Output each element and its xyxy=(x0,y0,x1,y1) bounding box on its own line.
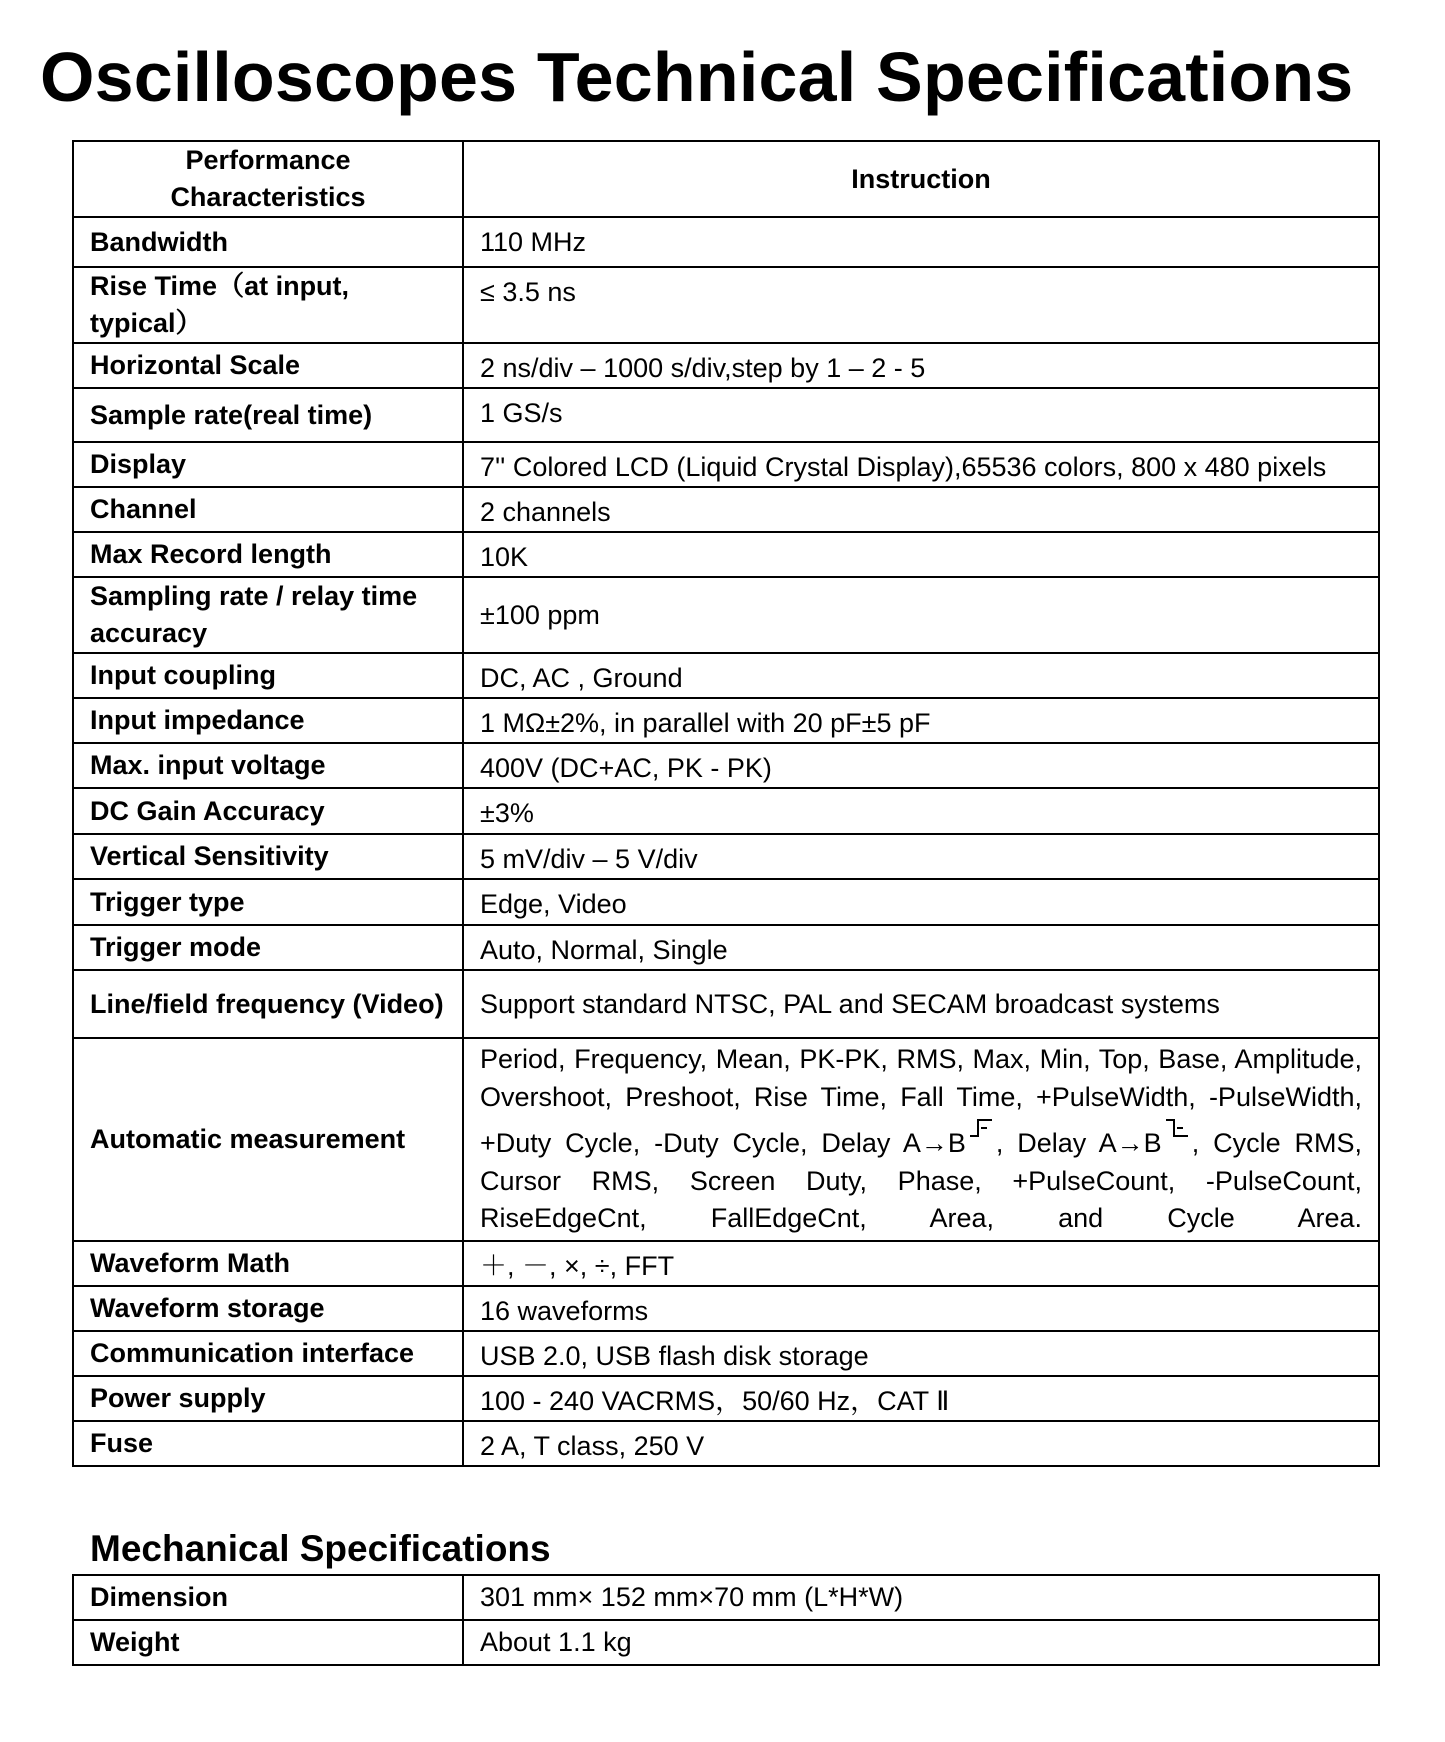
spec-value: 110 MHz xyxy=(463,217,1379,267)
spec-value: 2 ns/div – 1000 s/div,step by 1 – 2 - 5 xyxy=(463,343,1379,388)
spec-value: Support standard NTSC, PAL and SECAM broadcast systems xyxy=(463,970,1379,1038)
table-header-row xyxy=(73,141,1379,217)
spec-value-text: , Cycle RMS, Cursor RMS, Screen Duty, Phase, +PulseCount, -PulseCount, RiseEdgeCnt, FallEdgeCnt, Area, and Cycle Area. xyxy=(480,1128,1362,1233)
table-row xyxy=(73,532,1379,577)
table-row xyxy=(73,388,1379,442)
spec-label: Bandwidth xyxy=(73,217,463,267)
spec-value: 10K xyxy=(463,532,1379,577)
spec-label: Waveform Math xyxy=(73,1241,463,1286)
spec-value: ±100 ppm xyxy=(463,577,1379,653)
table-row xyxy=(73,1331,1379,1376)
spec-value: 2 A, T class, 250 V xyxy=(463,1421,1379,1466)
table-row xyxy=(73,343,1379,388)
spec-value: 7'' Colored LCD (Liquid Crystal Display),65536 colors, 800 x 480 pixels xyxy=(463,442,1379,487)
table-row xyxy=(73,1286,1379,1331)
spec-value: 2 channels xyxy=(463,487,1379,532)
table-row xyxy=(73,267,1379,343)
table-row xyxy=(73,1038,1379,1241)
table-row xyxy=(73,788,1379,834)
spec-value: ±3% xyxy=(463,788,1379,834)
spec-label: Sample rate(real time) xyxy=(73,388,463,442)
table-row xyxy=(73,834,1379,879)
rising-edge-icon xyxy=(968,1116,994,1147)
spec-value-text: , Delay A→B xyxy=(995,1128,1162,1158)
table-row xyxy=(73,1575,1379,1620)
mechanical-table xyxy=(72,1574,1380,1666)
spec-value xyxy=(463,1038,1379,1241)
spec-value: USB 2.0, USB flash disk storage xyxy=(463,1331,1379,1376)
spec-label: Input impedance xyxy=(73,698,463,743)
spec-value: 5 mV/div – 5 V/div xyxy=(463,834,1379,879)
spec-label: Channel xyxy=(73,487,463,532)
spec-label: Display xyxy=(73,442,463,487)
spec-value: DC, AC , Ground xyxy=(463,653,1379,698)
spec-label: Horizontal Scale xyxy=(73,343,463,388)
table-row xyxy=(73,925,1379,970)
section-title-mechanical: Mechanical Specifications xyxy=(90,1528,551,1569)
spec-label: Vertical Sensitivity xyxy=(73,834,463,879)
spec-label: Max Record length xyxy=(73,532,463,577)
table-row xyxy=(73,442,1379,487)
spec-value: 16 waveforms xyxy=(463,1286,1379,1331)
table-row xyxy=(73,1376,1379,1421)
falling-edge-icon xyxy=(1164,1116,1190,1147)
spec-label: DC Gain Accuracy xyxy=(73,788,463,834)
spec-label: Waveform storage xyxy=(73,1286,463,1331)
spec-value: ≤ 3.5 ns xyxy=(463,267,1379,343)
table-row xyxy=(73,1421,1379,1466)
spec-value: 400V (DC+AC, PK - PK) xyxy=(463,743,1379,788)
table-row xyxy=(73,743,1379,788)
spec-label: Power supply xyxy=(73,1376,463,1421)
spec-label: Input coupling xyxy=(73,653,463,698)
spec-label: Max. input voltage xyxy=(73,743,463,788)
spec-value: Edge, Video xyxy=(463,879,1379,925)
spec-value: ＋, －, ×, ÷, FFT xyxy=(463,1241,1379,1286)
spec-label: Line/field frequency (Video) xyxy=(73,970,463,1038)
table-row xyxy=(73,879,1379,925)
spec-label: Rise Time（at input, typical） xyxy=(73,267,463,343)
table-row xyxy=(73,1620,1379,1665)
spec-label: Sampling rate / relay time accuracy xyxy=(73,577,463,653)
spec-label: Trigger mode xyxy=(73,925,463,970)
table-row xyxy=(73,487,1379,532)
table-row xyxy=(73,653,1379,698)
column-header-characteristics: Performance Characteristics xyxy=(73,141,463,217)
spec-value: 100 - 240 VACRMS，50/60 Hz，CAT Ⅱ xyxy=(463,1376,1379,1421)
spec-label: Automatic measurement xyxy=(73,1038,463,1241)
spec-value: 1 GS/s xyxy=(463,388,1379,442)
spec-value: 301 mm× 152 mm×70 mm (L*H*W) xyxy=(463,1575,1379,1620)
spec-label: Fuse xyxy=(73,1421,463,1466)
spec-label: Communication interface xyxy=(73,1331,463,1376)
spec-value: 1 MΩ±2%, in parallel with 20 pF±5 pF xyxy=(463,698,1379,743)
spec-label: Dimension xyxy=(73,1575,463,1620)
table-row xyxy=(73,217,1379,267)
spec-label: Trigger type xyxy=(73,879,463,925)
column-header-instruction: Instruction xyxy=(463,141,1379,217)
table-row xyxy=(73,577,1379,653)
spec-value: Auto, Normal, Single xyxy=(463,925,1379,970)
spec-table xyxy=(72,140,1380,1467)
spec-value-text: Period, Frequency, Mean, PK-PK, RMS, Max, Min, Top, Base, Amplitude, Overshoot, Preshoot, Rise Time, Fall Time, +PulseWidth, -PulseWidth, +Duty Cycle, -Duty Cycle, Delay A→B xyxy=(480,1044,1362,1158)
table-row xyxy=(73,970,1379,1038)
page-title: Oscilloscopes Technical Specifications xyxy=(40,38,1354,116)
spec-value: About 1.1 kg xyxy=(463,1620,1379,1665)
table-row xyxy=(73,1241,1379,1286)
table-row xyxy=(73,698,1379,743)
spec-label: Weight xyxy=(73,1620,463,1665)
